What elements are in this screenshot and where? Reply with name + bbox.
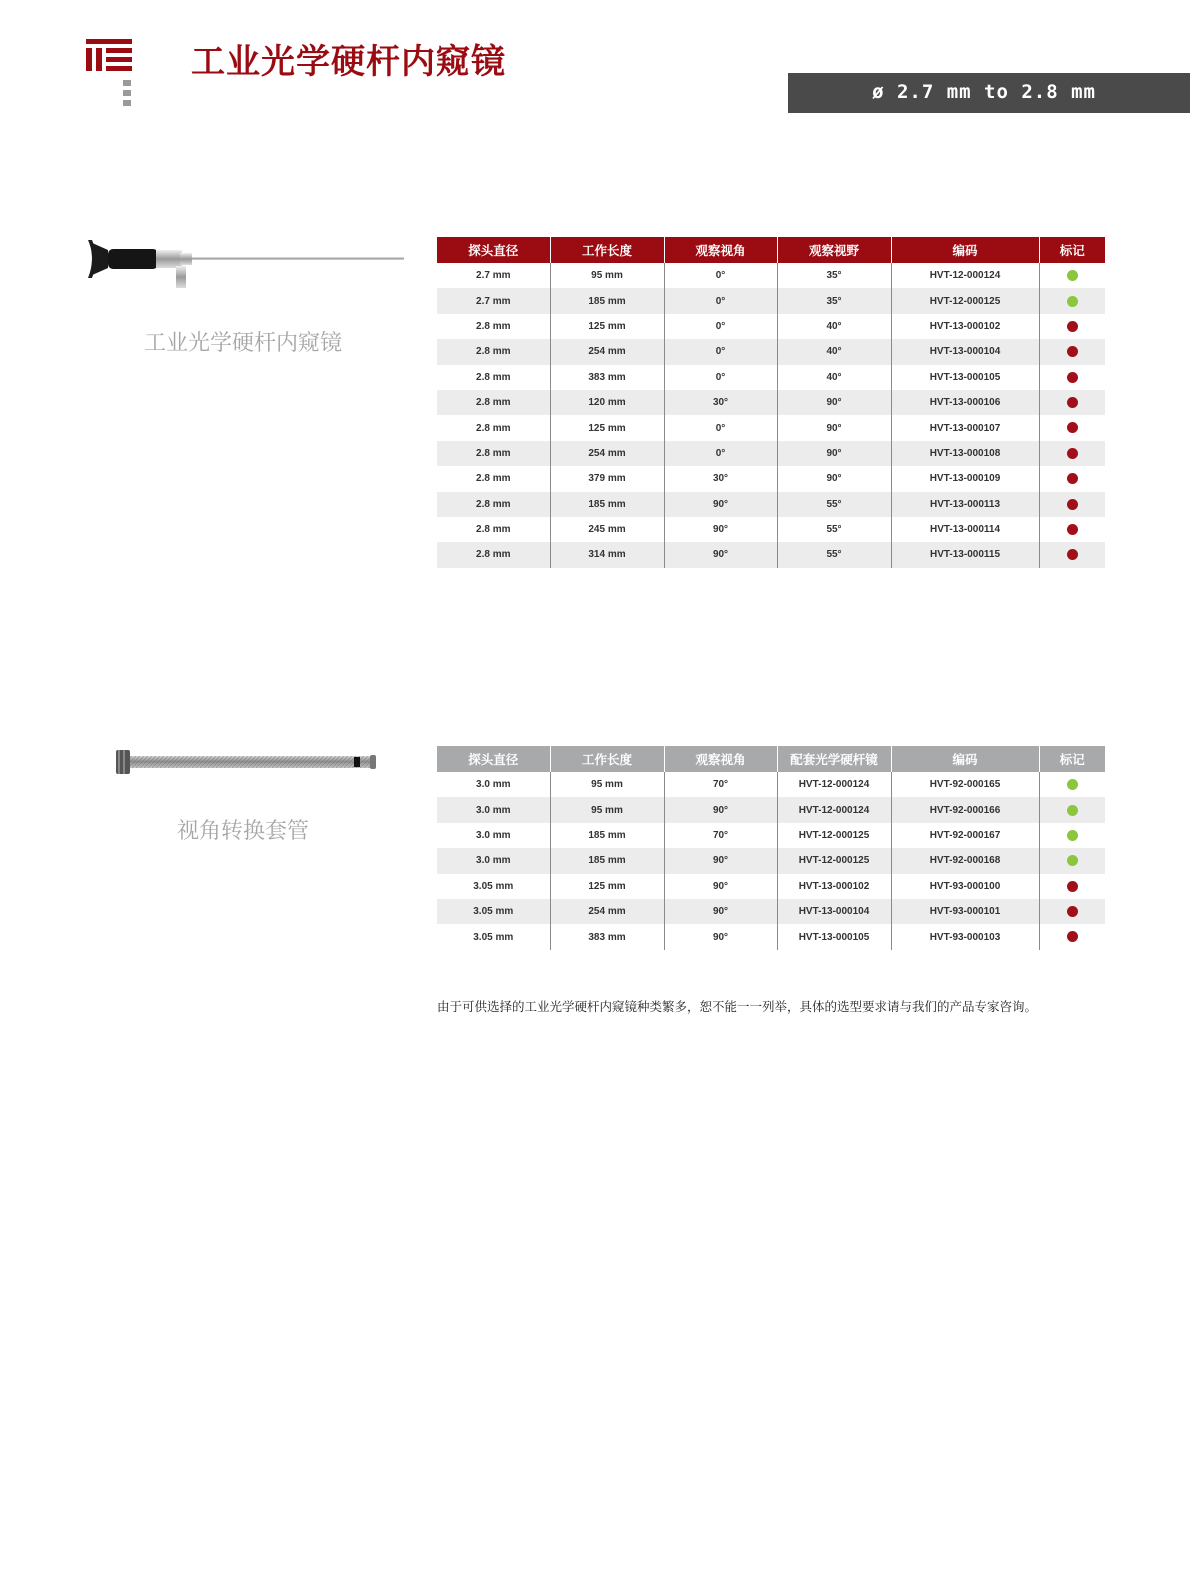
status-cell [1039,874,1105,899]
table-cell: 30° [664,390,777,415]
table-row [437,339,1105,364]
status-dot-icon [1067,906,1078,917]
status-cell [1039,415,1105,440]
table-cell: 185 mm [550,823,664,848]
column-header: 配套光学硬杆镜 [777,746,891,772]
table-cell: 2.8 mm [437,441,550,466]
column-header: 观察视角 [664,237,777,263]
table-cell: 90° [664,924,777,949]
page-title: 工业光学硬杆内窥镜 [191,42,506,82]
column-header: 探头直径 [437,746,550,772]
table-cell: 2.8 mm [437,542,550,567]
table-cell: 2.8 mm [437,466,550,491]
status-dot-icon [1067,422,1078,433]
table-cell: 383 mm [550,924,664,949]
table-cell: HVT-93-000103 [891,924,1039,949]
status-cell [1039,441,1105,466]
table-cell: 90° [664,848,777,873]
status-dot-icon [1067,321,1078,332]
table-cell: 383 mm [550,365,664,390]
column-header: 标记 [1039,746,1105,772]
table-cell: HVT-92-000165 [891,772,1039,797]
table-cell: 379 mm [550,466,664,491]
table-cell: 90° [777,415,891,440]
table-row [437,314,1105,339]
table-cell: 2.8 mm [437,339,550,364]
status-dot-icon [1067,524,1078,535]
status-cell [1039,263,1105,288]
table-cell: 90° [777,466,891,491]
table-row [437,263,1105,288]
table-cell: 254 mm [550,441,664,466]
column-header: 工作长度 [550,746,664,772]
table-header-row [437,746,1105,772]
table-cell: 2.8 mm [437,314,550,339]
table-cell: HVT-13-000115 [891,542,1039,567]
table-cell: 3.05 mm [437,874,550,899]
table-cell: 185 mm [550,288,664,313]
table-cell: 90° [664,899,777,924]
table-cell: HVT-92-000168 [891,848,1039,873]
table-cell: 90° [664,492,777,517]
table-cell: 35° [777,263,891,288]
table-cell: 90° [777,390,891,415]
logo-dots [123,80,131,110]
table-row [437,441,1105,466]
column-header: 编码 [891,237,1039,263]
table-cell: 90° [664,542,777,567]
table-cell: 95 mm [550,263,664,288]
table-cell: 0° [664,415,777,440]
status-dot-icon [1067,499,1078,510]
status-dot-icon [1067,448,1078,459]
table-cell: HVT-13-000105 [891,365,1039,390]
table-row [437,924,1105,949]
table-cell: HVT-93-000100 [891,874,1039,899]
table-row [437,772,1105,797]
diameter-range-text: ø 2.7 mm to 2.8 mm [872,81,1096,103]
table-cell: 125 mm [550,874,664,899]
status-dot-icon [1067,830,1078,841]
table-row [437,874,1105,899]
table-cell: 55° [777,517,891,542]
column-header: 编码 [891,746,1039,772]
status-cell [1039,492,1105,517]
status-dot-icon [1067,805,1078,816]
table-cell: 95 mm [550,797,664,822]
table-cell: HVT-13-000102 [891,314,1039,339]
table-cell: 2.7 mm [437,263,550,288]
table-cell: 70° [664,772,777,797]
table-cell: HVT-13-000113 [891,492,1039,517]
status-dot-icon [1067,549,1078,560]
table-cell: 40° [777,314,891,339]
status-cell [1039,517,1105,542]
table-cell: 245 mm [550,517,664,542]
status-cell [1039,823,1105,848]
table-row [437,466,1105,491]
table-row [437,390,1105,415]
table-cell: 185 mm [550,492,664,517]
status-dot-icon [1067,473,1078,484]
table-row [437,365,1105,390]
column-header: 标记 [1039,237,1105,263]
table-row [437,492,1105,517]
status-cell [1039,365,1105,390]
conversion-sleeve-image [116,748,378,776]
status-dot-icon [1067,397,1078,408]
table-cell: 125 mm [550,415,664,440]
status-cell [1039,797,1105,822]
table-cell: 90° [664,874,777,899]
column-header: 工作长度 [550,237,664,263]
table-cell: 3.0 mm [437,823,550,848]
conversion-sleeve-label: 视角转换套管 [176,819,309,844]
status-cell [1039,924,1105,949]
table-row [437,542,1105,567]
table-cell: 55° [777,542,891,567]
table-cell: 3.0 mm [437,772,550,797]
table-cell: HVT-13-000107 [891,415,1039,440]
table-cell: HVT-13-000106 [891,390,1039,415]
table-cell: 0° [664,288,777,313]
status-dot-icon [1067,855,1078,866]
brand-logo [86,39,132,71]
rigid-borescope-spec-table [437,237,1105,568]
table-row [437,415,1105,440]
table-cell: 2.8 mm [437,415,550,440]
table-cell: 254 mm [550,339,664,364]
table-cell: HVT-93-000101 [891,899,1039,924]
table-cell: HVT-12-000124 [777,772,891,797]
status-dot-icon [1067,931,1078,942]
table-cell: 0° [664,263,777,288]
column-header: 探头直径 [437,237,550,263]
table-row [437,517,1105,542]
status-dot-icon [1067,881,1078,892]
column-header: 观察视野 [777,237,891,263]
table-cell: HVT-13-000102 [777,874,891,899]
table-cell: 40° [777,365,891,390]
table-cell: HVT-12-000124 [777,797,891,822]
status-dot-icon [1067,346,1078,357]
table-cell: 90° [664,797,777,822]
table-header-row [437,237,1105,263]
table-cell: 2.8 mm [437,517,550,542]
table-cell: 0° [664,441,777,466]
table-cell: HVT-12-000124 [891,263,1039,288]
status-cell [1039,542,1105,567]
table-cell: 35° [777,288,891,313]
table-cell: 0° [664,339,777,364]
table-cell: HVT-13-000105 [777,924,891,949]
diameter-range-bar [788,73,1190,113]
table-cell: 3.0 mm [437,848,550,873]
table-cell: 314 mm [550,542,664,567]
footnote: 由于可供选择的工业光学硬杆内窥镜种类繁多，恕不能一一列举，具体的选型要求请与我们的产品专家咨询。 [437,999,1038,1014]
table-cell: 30° [664,466,777,491]
table-cell: 2.8 mm [437,365,550,390]
table-cell: HVT-13-000104 [777,899,891,924]
table-cell: HVT-92-000166 [891,797,1039,822]
status-cell [1039,314,1105,339]
status-cell [1039,848,1105,873]
table-row [437,848,1105,873]
status-cell [1039,466,1105,491]
table-row [437,823,1105,848]
table-row [437,288,1105,313]
table-cell: 90° [664,517,777,542]
table-cell: 2.8 mm [437,390,550,415]
status-cell [1039,899,1105,924]
table-cell: 40° [777,339,891,364]
table-cell: 125 mm [550,314,664,339]
rigid-borescope-label: 工业光学硬杆内窥镜 [143,331,342,356]
table-cell: 254 mm [550,899,664,924]
table-row [437,797,1105,822]
status-cell [1039,288,1105,313]
status-cell [1039,390,1105,415]
column-header: 观察视角 [664,746,777,772]
table-cell: HVT-13-000108 [891,441,1039,466]
table-cell: HVT-12-000125 [891,288,1039,313]
table-cell: 2.7 mm [437,288,550,313]
status-dot-icon [1067,296,1078,307]
status-cell [1039,339,1105,364]
status-cell [1039,772,1105,797]
conversion-sleeve-spec-table [437,746,1105,950]
rigid-borescope-image [86,236,406,294]
table-cell: HVT-13-000114 [891,517,1039,542]
table-cell: 90° [777,441,891,466]
table-cell: HVT-12-000125 [777,848,891,873]
table-cell: HVT-13-000109 [891,466,1039,491]
status-dot-icon [1067,372,1078,383]
table-cell: 0° [664,365,777,390]
table-cell: 3.05 mm [437,924,550,949]
table-cell: HVT-12-000125 [777,823,891,848]
table-cell: 3.0 mm [437,797,550,822]
table-cell: 120 mm [550,390,664,415]
table-cell: HVT-92-000167 [891,823,1039,848]
table-cell: 185 mm [550,848,664,873]
table-cell: 95 mm [550,772,664,797]
table-cell: HVT-13-000104 [891,339,1039,364]
table-cell: 70° [664,823,777,848]
status-dot-icon [1067,270,1078,281]
table-cell: 0° [664,314,777,339]
status-dot-icon [1067,779,1078,790]
table-cell: 55° [777,492,891,517]
table-cell: 3.05 mm [437,899,550,924]
table-cell: 2.8 mm [437,492,550,517]
table-row [437,899,1105,924]
